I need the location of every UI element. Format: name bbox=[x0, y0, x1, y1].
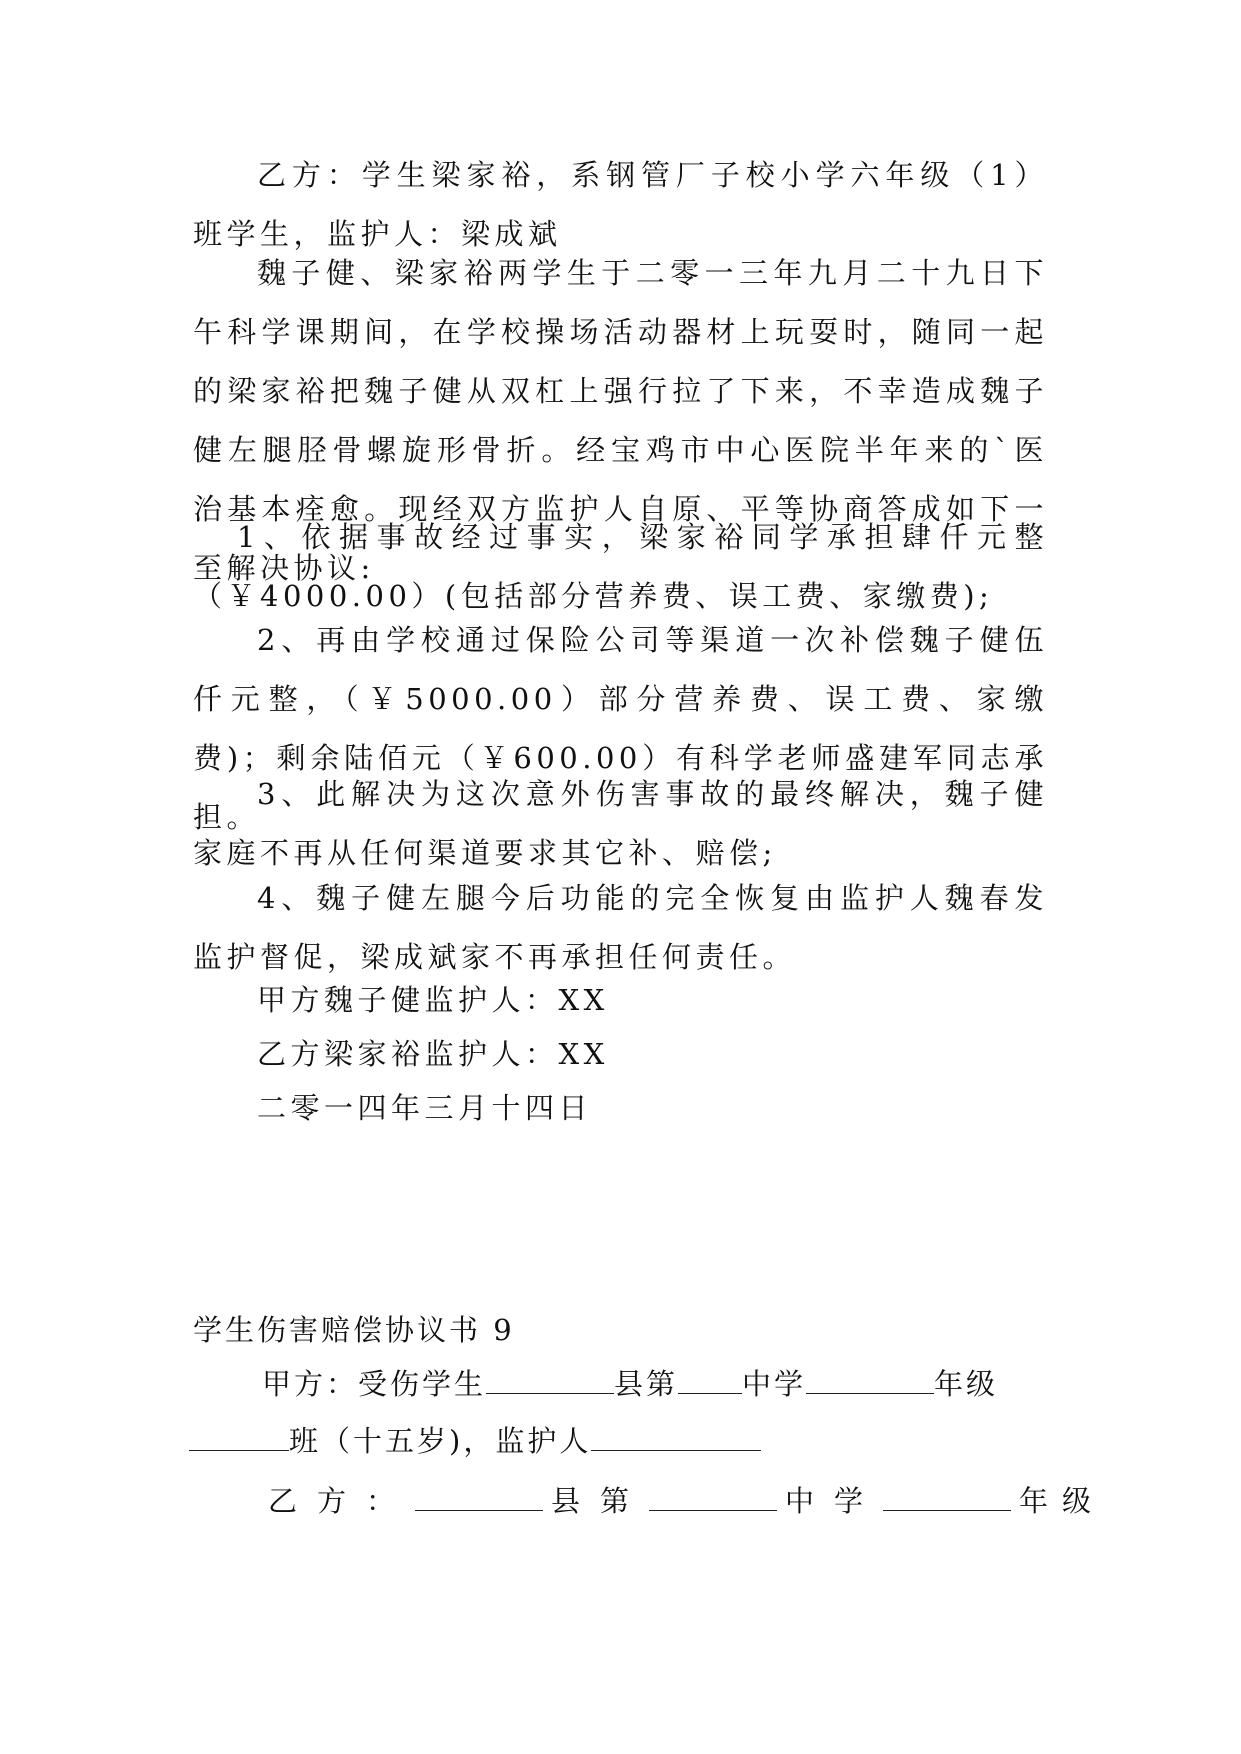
grade-label-2: 年级 bbox=[1019, 1484, 1106, 1518]
party-a-label: 甲方：受伤学生 bbox=[262, 1367, 487, 1401]
agreement-item-3: 3、此解决为这次意外伤害事故的最终解决，魏子健家庭不再从任何渠道要求其它补、赔偿; bbox=[193, 777, 1048, 870]
form-class-line bbox=[189, 1421, 761, 1461]
school-label: 中学 bbox=[742, 1367, 807, 1401]
school-number-blank[interactable] bbox=[678, 1367, 742, 1394]
school-number-blank-2[interactable] bbox=[649, 1484, 777, 1511]
form-party-b-line bbox=[268, 1481, 1105, 1521]
county-label: 县第 bbox=[614, 1367, 679, 1401]
county-label-2: 县第 bbox=[551, 1484, 650, 1518]
grade-blank-2[interactable] bbox=[883, 1484, 1011, 1511]
incident-paragraph: 魏子健、梁家裕两学生于二零一三年九月二十九日下午科学课期间，在学校操场活动器材上玩耍时，随同一起的梁家裕把魏子健从双杠上强行拉了下来，不幸造成魏子健左腿胫骨螺旋形骨折。经宝鸡市中心医院半年来的`医治基本痊愈。现经双方监护人自原、平等协商答成如下一至解决协议: bbox=[193, 256, 1048, 585]
guardian-blank[interactable] bbox=[591, 1424, 761, 1451]
party-b-name-blank[interactable] bbox=[415, 1484, 543, 1511]
grade-label: 年级 bbox=[934, 1367, 999, 1401]
signature-party-a: 甲方魏子健监护人：XX bbox=[257, 983, 609, 1017]
section-title: 学生伤害赔偿协议书 9 bbox=[193, 1313, 515, 1347]
class-blank[interactable] bbox=[189, 1424, 289, 1451]
class-age-label: 班（十五岁)，监护人 bbox=[289, 1424, 592, 1458]
grade-blank[interactable] bbox=[806, 1367, 934, 1394]
agreement-item-4: 4、魏子健左腿今后功能的完全恢复由监护人魏春发监护督促，梁成斌家不再承担任何责任。 bbox=[193, 881, 1048, 974]
school-label-2: 中学 bbox=[785, 1484, 884, 1518]
student-name-blank[interactable] bbox=[486, 1367, 614, 1394]
party-b-paragraph: 乙方：学生梁家裕，系钢管厂子校小学六年级（1）班学生，监护人：梁成斌 bbox=[193, 158, 1048, 251]
agreement-item-1: 1、依据事故经过事实，梁家裕同学承担肆仟元整（￥4000.00）(包括部分营养费、误工费、家缴费); bbox=[193, 520, 1048, 613]
signature-party-b: 乙方梁家裕监护人：XX bbox=[257, 1037, 609, 1071]
agreement-item-2: 2、再由学校通过保险公司等渠道一次补偿魏子健伍仟元整，（￥5000.00）部分营养费、误工费、家缴费)；剩余陆佰元（￥600.00）有科学老师盛建军同志承担。 bbox=[193, 623, 1048, 834]
party-b-form-label: 乙方： bbox=[268, 1484, 416, 1518]
form-party-a-line bbox=[262, 1364, 998, 1404]
agreement-date: 二零一四年三月十四日 bbox=[257, 1091, 593, 1125]
